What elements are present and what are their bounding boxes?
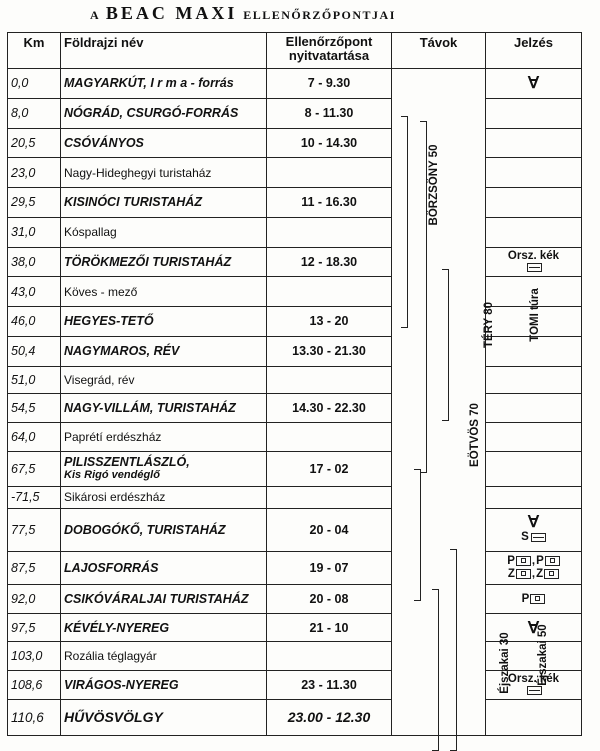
place-name: VIRÁGOS-NYEREG [64, 678, 179, 693]
header-hours: Ellenőrzőpont nyitvatartása [267, 33, 392, 69]
hours-cell: 14.30 - 22.30 [267, 394, 392, 423]
circle-icon [544, 569, 559, 579]
place-name: HEGYES-TETŐ [64, 314, 154, 329]
arrow-down-icon: ∀ [528, 75, 539, 93]
marking-cell [486, 509, 582, 552]
table-row [8, 217, 582, 247]
tomi-label: TOMI túra [529, 288, 541, 342]
km-cell: 31,0 [8, 217, 61, 247]
borzsony-bar [401, 116, 408, 328]
header-name: Földrajzi név [61, 33, 267, 69]
name-cell [61, 277, 267, 307]
p-marking [507, 555, 531, 568]
circle-icon [545, 556, 560, 566]
hours-cell [267, 366, 392, 394]
place-name: NAGY-VILLÁM, TURISTAHÁZ [64, 401, 236, 416]
place-name: NÓGRÁD, CSURGÓ-FORRÁS [64, 106, 239, 121]
marking-cell [486, 422, 582, 451]
header-distances: Távok [392, 33, 486, 69]
name-cell [61, 247, 267, 277]
km-cell: 50,4 [8, 336, 61, 366]
hours-cell: 7 - 9.30 [267, 69, 392, 99]
z-letter: Z [536, 568, 544, 581]
hours-cell [267, 422, 392, 451]
hours-cell [267, 642, 392, 671]
table-row [8, 699, 582, 735]
stripe-icon [531, 533, 546, 542]
header-km: Km [8, 33, 61, 69]
place-name: KISINÓCI TURISTAHÁZ [64, 195, 202, 210]
name-cell [61, 642, 267, 671]
table-row [8, 486, 582, 509]
z-marking [536, 568, 559, 581]
marking-cell [486, 394, 582, 423]
km-cell: 97,5 [8, 613, 61, 642]
hours-cell: 8 - 11.30 [267, 98, 392, 128]
km-cell: 8,0 [8, 98, 61, 128]
table-row [8, 307, 582, 337]
square-icon [516, 556, 531, 566]
table-row [8, 158, 582, 188]
square-icon [530, 594, 545, 604]
separator: , [531, 555, 536, 568]
tomi-bar [442, 269, 449, 421]
km-cell: 29,5 [8, 188, 61, 218]
name-cell [61, 366, 267, 394]
km-cell: 38,0 [8, 247, 61, 277]
place-name: CSIKÓVÁRALJAI TURISTAHÁZ [64, 591, 249, 606]
place-name: PILISSZENTLÁSZLÓ, [64, 454, 190, 469]
hours-cell: 10 - 14.30 [267, 128, 392, 158]
table-row [8, 422, 582, 451]
name-cell [61, 217, 267, 247]
table-row [8, 509, 582, 552]
km-cell: 92,0 [8, 585, 61, 614]
table-row [8, 451, 582, 486]
km-cell: 51,0 [8, 366, 61, 394]
table-row [8, 366, 582, 394]
km-cell: 46,0 [8, 307, 61, 337]
table-row [8, 336, 582, 366]
km-cell: 67,5 [8, 451, 61, 486]
km-cell: 54,5 [8, 394, 61, 423]
place-name: MAGYARKÚT, I r m a - forrás [64, 76, 234, 91]
km-cell: 110,6 [8, 699, 61, 735]
table-body [8, 69, 582, 736]
marking-label: Orsz. kék [507, 249, 560, 262]
name-cell [61, 671, 267, 700]
name-cell [61, 307, 267, 337]
p-marking [522, 593, 546, 605]
hours-cell [267, 158, 392, 188]
km-cell: 108,6 [8, 671, 61, 700]
square-icon [516, 569, 531, 579]
place-name: CSÓVÁNYOS [64, 135, 144, 150]
table-row [8, 671, 582, 700]
borzsony-label: BÖRZSÖNY 50 [428, 144, 440, 226]
name-cell [61, 552, 267, 585]
place-subname: Kis Rigó vendéglő [64, 468, 160, 481]
km-cell: 23,0 [8, 158, 61, 188]
table-row [8, 394, 582, 423]
name-cell [61, 486, 267, 509]
table-row [8, 247, 582, 277]
table-row [8, 128, 582, 158]
marking-cell [486, 217, 582, 247]
hours-cell [267, 217, 392, 247]
s-marking [521, 531, 546, 544]
name-cell [61, 98, 267, 128]
ejszakai50-label: Éjszakai 50 [537, 624, 549, 686]
marking-cell [486, 585, 582, 614]
ejszakai30-bar [432, 589, 439, 751]
header-marking: Jelzés [486, 33, 582, 69]
place-name: Sikárosi erdészház [64, 490, 166, 505]
arrow-down-icon: ∀ [528, 514, 539, 532]
p-letter: P [521, 592, 530, 605]
name-cell [61, 699, 267, 735]
p-letter: P [536, 555, 544, 568]
marking-cell [486, 486, 582, 509]
table-row [8, 188, 582, 218]
hours-cell: 12 - 18.30 [267, 247, 392, 277]
arrow-down-icon: ∀ [528, 619, 539, 637]
place-name: Rozália téglagyár [64, 649, 157, 664]
place-name: KÉVÉLY-NYEREG [64, 620, 170, 635]
name-cell [61, 69, 267, 99]
name-cell [61, 509, 267, 552]
km-cell: 64,0 [8, 422, 61, 451]
table-row [8, 277, 582, 307]
place-name: Paprétí erdészház [64, 429, 162, 444]
marking-cell [486, 366, 582, 394]
place-name: TÖRÖKMEZŐI TURISTAHÁZ [64, 254, 232, 269]
name-cell [61, 394, 267, 423]
blue-stripe-icon [527, 686, 542, 695]
place-name: DOBOGÓKŐ, TURISTAHÁZ [64, 523, 226, 538]
p-marking [536, 555, 560, 568]
p-letter: P [507, 555, 515, 568]
table-row [8, 69, 582, 99]
marking-cell [486, 128, 582, 158]
name-cell [61, 158, 267, 188]
eotvos-bar [414, 469, 421, 601]
hours-cell: 21 - 10 [267, 613, 392, 642]
marking-cell [486, 188, 582, 218]
hours-cell [267, 277, 392, 307]
hours-cell: 20 - 08 [267, 585, 392, 614]
km-cell: 77,5 [8, 509, 61, 552]
name-cell [61, 188, 267, 218]
table-row [8, 98, 582, 128]
hours-cell [267, 486, 392, 509]
km-cell: -71,5 [8, 486, 61, 509]
name-cell [61, 336, 267, 366]
ejszakai50-bar [450, 549, 457, 751]
marking-cell [486, 247, 582, 277]
table-row [8, 552, 582, 585]
name-cell [61, 422, 267, 451]
km-cell: 20,5 [8, 128, 61, 158]
hours-cell: 23.00 - 12.30 [267, 699, 392, 735]
place-name: LAJOSFORRÁS [64, 561, 159, 576]
place-name: Visegrád, rév [64, 372, 135, 387]
document-title: A BEAC MAXI ELLENŐRZŐPONTJAI [90, 3, 396, 23]
z-marking [508, 568, 531, 581]
table-row [8, 613, 582, 642]
eotvos-label: EÖTVÖS 70 [469, 403, 481, 467]
name-cell [61, 585, 267, 614]
hours-cell: 19 - 07 [267, 552, 392, 585]
table-row [8, 585, 582, 614]
table-row [8, 642, 582, 671]
ejszakai30-label: Éjszakai 30 [499, 632, 511, 694]
hours-cell: 23 - 11.30 [267, 671, 392, 700]
km-cell: 103,0 [8, 642, 61, 671]
z-letter: Z [507, 568, 515, 581]
place-name: HŰVÖSVÖLGY [64, 709, 163, 726]
hours-cell: 17 - 02 [267, 451, 392, 486]
place-name: Kóspallag [64, 225, 117, 240]
marking-cell [486, 552, 582, 585]
name-cell [61, 451, 267, 486]
place-name: Nagy-Hideghegyi turistaház [64, 165, 212, 180]
checkpoint-table [7, 32, 582, 736]
name-cell [61, 128, 267, 158]
km-cell: 0,0 [8, 69, 61, 99]
s-letter: S [521, 531, 529, 544]
separator: , [531, 568, 536, 581]
hours-cell: 13 - 20 [267, 307, 392, 337]
tery-label: TÉRY 80 [483, 301, 495, 349]
km-cell: 87,5 [8, 552, 61, 585]
name-cell [61, 613, 267, 642]
marking-cell [486, 69, 582, 99]
hours-cell: 11 - 16.30 [267, 188, 392, 218]
marking-cell [486, 451, 582, 486]
place-name: NAGYMAROS, RÉV [64, 344, 180, 359]
km-cell: 43,0 [8, 277, 61, 307]
place-name: Köves - mező [64, 284, 138, 299]
blue-stripe-icon [527, 263, 542, 272]
marking-label: Orsz. kék [507, 673, 560, 686]
hours-cell: 13.30 - 21.30 [267, 336, 392, 366]
hours-cell: 20 - 04 [267, 509, 392, 552]
marking-cell [486, 98, 582, 128]
marking-cell [486, 158, 582, 188]
tery-bar [420, 121, 427, 473]
